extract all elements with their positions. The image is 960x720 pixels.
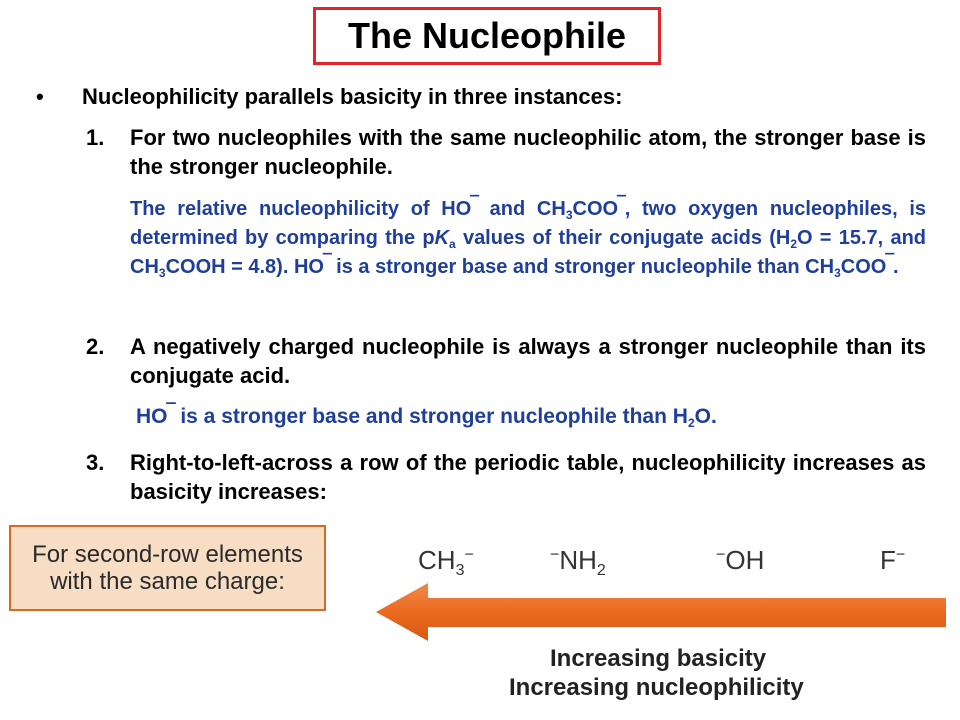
- item-number: 2.: [86, 334, 105, 359]
- bullet-text: Nucleophilicity parallels basicity in three instances:: [82, 84, 623, 109]
- note-2: HO‾ is a stronger base and stronger nucleophile than $H_2O$.: [136, 401, 717, 430]
- species-oh: −OH: [716, 545, 765, 575]
- note-1: The relative nucleophilicity of HO‾ and $CH_3COO‾$, two oxygen nucleophiles, is determined by comparing the $pK_a$ values of their conjugate acids ($H_2O = 15.7$, and $CH_3COOH = 4.8$). HO‾ is a stronger base and stronger nucleophile than $CH_3COO‾$.: [130, 194, 927, 280]
- species-f: F−: [880, 545, 906, 575]
- title-box: [313, 7, 661, 65]
- left-arrow-icon: [376, 583, 946, 643]
- species-ch3: $CH_3^-$: [418, 545, 474, 579]
- callout-box: [9, 525, 326, 611]
- item-text: Right-to-left-across a row of the periodic table, nucleophilicity increases as basicity increases:: [130, 450, 926, 504]
- item-text: For two nucleophiles with the same nucleophilic atom, the stronger base is the stronger nucleophile.: [130, 125, 926, 179]
- species-nh2: $^-NH_2$: [550, 545, 606, 579]
- item-number: 3.: [86, 450, 105, 475]
- item-number: 1.: [86, 125, 105, 150]
- caption-basicity: Increasing basicity: [550, 645, 767, 672]
- page-title: The Nucleophile: [347, 15, 627, 56]
- item-text: A negatively charged nucleophile is always a stronger nucleophile than its conjugate acid.: [130, 334, 926, 388]
- increasing-arrow: [376, 583, 946, 643]
- caption-nucleophilicity: Increasing nucleophilicity: [509, 674, 804, 701]
- bullet-icon: •: [36, 84, 44, 109]
- callout-text: For second-row elements with the same charge:: [32, 541, 303, 595]
